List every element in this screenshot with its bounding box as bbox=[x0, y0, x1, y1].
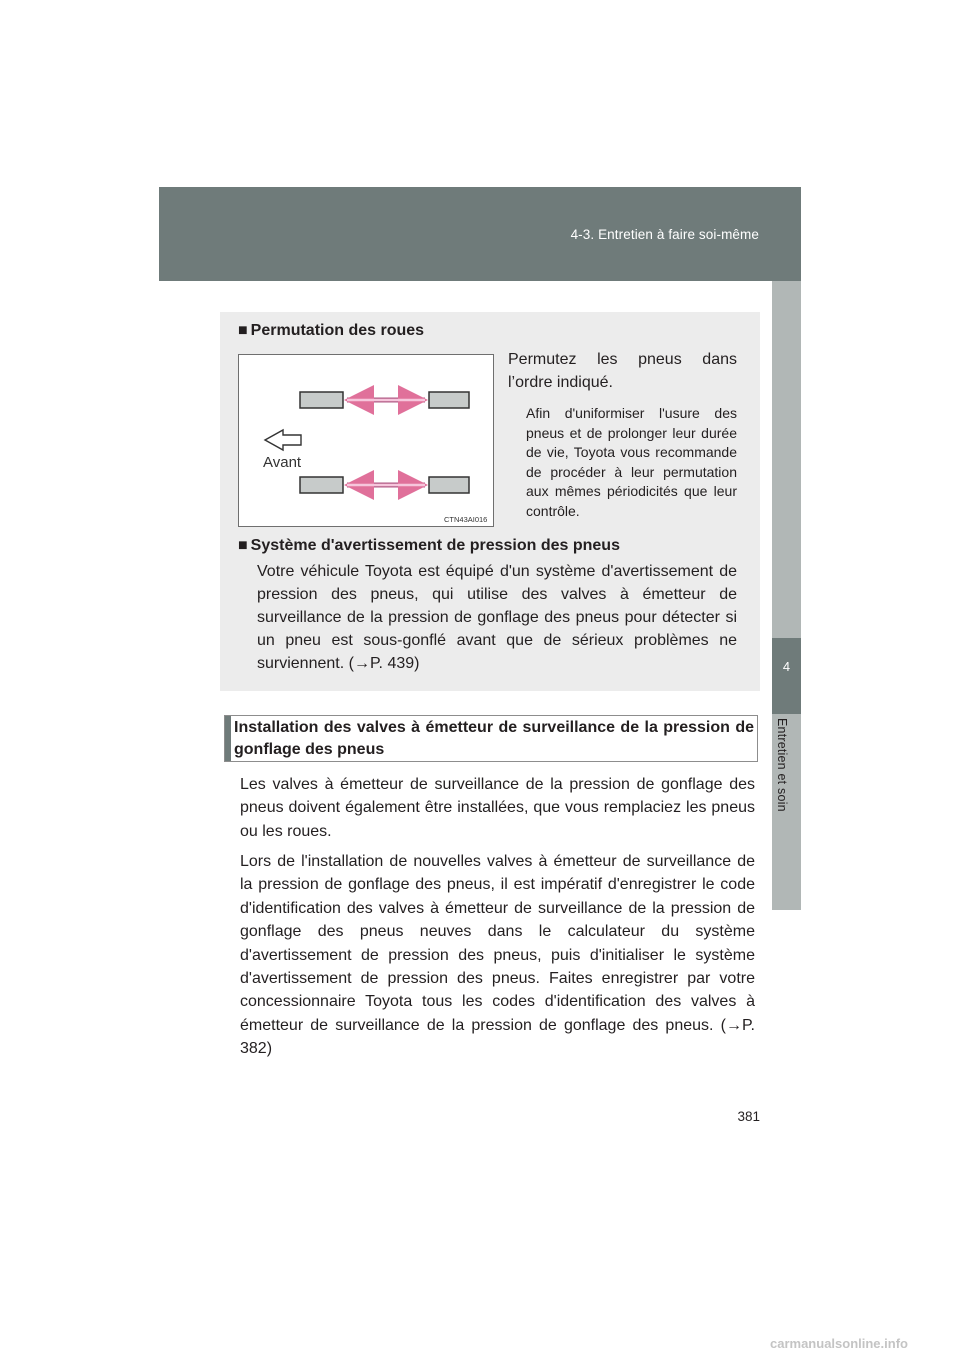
tire-rotation-diagram bbox=[239, 355, 495, 528]
section-title-box bbox=[224, 715, 758, 762]
chapter-label: Entretien et soin bbox=[775, 718, 789, 812]
square-bullet-icon: ■ bbox=[238, 537, 248, 554]
rear-left-tire bbox=[300, 477, 343, 493]
header-band bbox=[159, 187, 801, 281]
chapter-number-tab bbox=[772, 638, 801, 714]
watermark: carmanualsonline.info bbox=[770, 1336, 908, 1351]
chapter-number: 4 bbox=[782, 659, 791, 674]
tpms-heading bbox=[238, 537, 620, 555]
page-number: 381 bbox=[737, 1109, 760, 1124]
rotation-note: Afin d'uniformiser l'usure des pneus et de prolonger leur durée de vie, Toyota vous recommande de procéder à leur permutation aux mêmes périodicités que leur contrôle. bbox=[526, 405, 737, 519]
side-tab-filler bbox=[772, 281, 801, 638]
tpms-heading-text: Système d'avertissement de pression des pneus bbox=[250, 537, 620, 554]
rear-right-tire bbox=[429, 477, 469, 493]
front-label: Avant bbox=[263, 454, 302, 471]
square-bullet-icon: ■ bbox=[238, 322, 248, 339]
rotation-text: Permutez les pneus dans l’ordre indiqué. bbox=[508, 351, 737, 391]
section-paragraph-2: Lors de l'installation de nouvelles valves à émetteur de surveillance de la pression de gonflage des pneus, il est impératif d'enregistrer le code d'identification des valves à émetteur de surveillance de la pression de gonflage des pneus neuves dans le calculateur du système d'avertissement de pression des pneus, puis d'initialiser le système d'avertissement de pression des pneus. Faites enregistrer par votre concessionnaire Toyota tous les codes d'identification des valves à émetteur de surveillance de la pression de gonflage des pneus. (→P. 382) bbox=[240, 853, 755, 1058]
rotation-heading-text: Permutation des roues bbox=[250, 322, 425, 339]
illustration-code: CTN43AI016 bbox=[444, 515, 488, 524]
rotation-heading bbox=[238, 322, 424, 340]
section-title: Installation des valves à émetteur de surveillance de la pression de gonflage des pneus bbox=[234, 719, 754, 758]
front-left-tire bbox=[300, 392, 343, 408]
front-right-tire bbox=[429, 392, 469, 408]
section-title-bar bbox=[225, 716, 231, 761]
chapter-label-tab bbox=[772, 714, 801, 910]
tpms-text: Votre véhicule Toyota est équipé d'un système d'avertissement de pression des pneus, qui utilise des valves à émetteur de surveillance de la pression de gonflage des pneus pour détecter si un pneu est sous-gonflé avant que de sérieux problèmes ne surviennent. (→P. 439) bbox=[257, 563, 737, 672]
front-direction-arrow-icon bbox=[265, 430, 301, 450]
tire-rotation-illustration bbox=[238, 354, 494, 527]
section-header-title: 4-3. Entretien à faire soi-même bbox=[570, 227, 759, 242]
section-paragraph-1: Les valves à émetteur de surveillance de la pression de gonflage des pneus doivent également être installées, que vous remplaciez les pneus ou les roues. bbox=[240, 776, 755, 840]
